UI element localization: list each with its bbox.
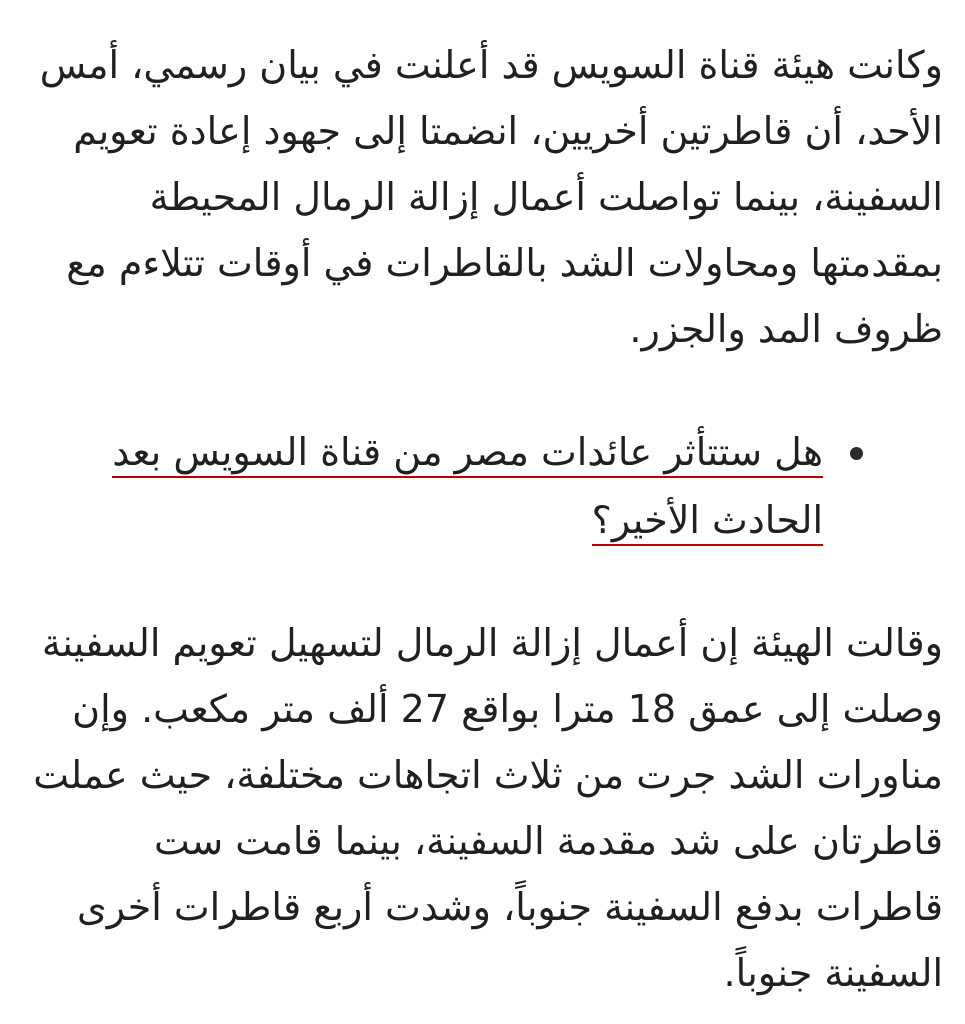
article-paragraph-1: وكانت هيئة قناة السويس قد أعلنت في بيان رسمي، أمس الأحد، أن قاطرتين أخريين، انضمتا إلى جهود إعادة تعويم السفينة، بينما تواصلت أعمال إزالة الرمال المحيطة بمقدمتها ومحاولات الشد بالقاطرات في أوقات تتلاءم مع ظروف المد والجزر.: [39, 43, 943, 351]
related-article-link[interactable]: هل ستتأثر عائدات مصر من قناة السويس بعد الحادث الأخير؟: [112, 430, 823, 546]
related-links-list: [22, 418, 943, 554]
related-link-item: [22, 418, 875, 554]
article-paragraph-2: وقالت الهيئة إن أعمال إزالة الرمال لتسهيل تعويم السفينة وصلت إلى عمق 18 مترا بواقع 27 ألف متر مكعب. وإن مناورات الشد جرت من ثلاث اتجاهات مختلفة، حيث عملت قاطرتان على شد مقدمة السفينة، بينما قامت ست قاطرات بدفع السفينة جنوباً، وشدت أربع قاطرات أخرى السفينة جنوباً.: [33, 621, 943, 995]
bullet-dot-icon: [850, 447, 863, 460]
